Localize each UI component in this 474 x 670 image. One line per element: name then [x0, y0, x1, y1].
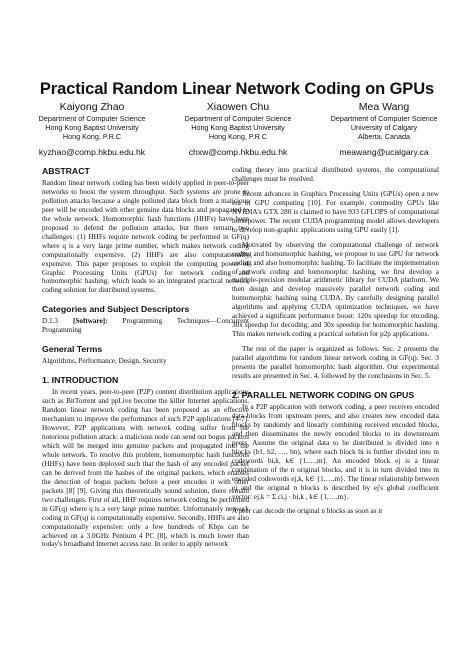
abstract-text: Random linear network coding has been widely applied in peer-to-peer networks to boost the system throughput. Such systems are prone to pollution attacks because a single polluted data block from a malicious peer will be encoded with other genuine data blocks and propagated to the whole network. Homomorphic hash functions (HHFs) have been proposed to defend the pollution attacks, but there remain two challenges: (1) HHFs require network coding be performed in GF(q) where q is a very large prime number, which makes network coding computationally expensive. (2) HHFs are also computationally expensive. This paper proposes to exploit the computing power of Graphic Processing Units (GPUs) for network coding and homomorphic hashing, which leads to an integrated practical network coding solution for distributed systems. [42, 179, 249, 295]
abstract-heading: ABSTRACT [42, 166, 90, 176]
categories-label: [Software]: [72, 317, 108, 326]
author-1 [22, 101, 162, 157]
categories-heading: Categories and Subject Descriptors [42, 304, 190, 315]
author-email: meawang@ucalgary.ca [339, 147, 429, 157]
author-dept: Department of Computer Science [38, 114, 146, 123]
author-location: Hong Kong, P.R.C [208, 132, 268, 141]
left-column [42, 166, 249, 549]
author-institution: Hong Kong Baptist University [191, 123, 285, 132]
author-institution: Hong Kong Baptist University [45, 123, 139, 132]
author-dept: Department of Computer Science [330, 114, 438, 123]
categories-code: D.1.3 [42, 317, 58, 326]
author-institution: University of Calgary [350, 123, 418, 132]
paragraph: A peer can decode the original n blocks as soon as it [232, 507, 383, 516]
author-name: Kaiyong Zhao [59, 101, 125, 113]
paragraph: coding theory into practical distributed systems, the computational challenges must be resolved. [232, 166, 439, 183]
author-email: chxw@comp.hkbu.edu.hk [188, 147, 288, 157]
author-location: Alberta, Canada [358, 132, 410, 141]
paragraph: The rest of the paper is organized as follows. Sec. 2 presents the parallel algorithms for random linear network coding in GF(q). Sec. 3 presents the parallel homomorphic hash algorithm. Our experimental results are presented in Sec. 4, followed by the conclusions in Sec. 5. [232, 345, 439, 381]
paragraph: Recent advances in Graphics Processing Units (GPUs) open a new era of GPU computing [10]. For example, commodity GPUs like NVIDIA's GTX 280 is claimed to have 933 GFLOPS of computational horsepower. The recent CUDA programming model allows developers to develop non-graphic applications using GPU easily [1]. [232, 189, 439, 234]
author-name: Xiaowen Chu [206, 101, 270, 113]
intro-text: In recent years, peer-to-peer (P2P) content distribution applications such as BitTorrent and ppLive become the killer Internet applications. Random linear network coding has been proposed as an effective mechanism to improve the performance of such P2P applications [4-7]. However, P2P applications with network coding suffer from the notorious pollution attack: a malicious node can send out bogus packets which will be merged into genuine packets and propagated into the whole network. To resolve this problem, homomorphic hash functions (HHFs) have been deployed such that the hash of any encoded packet can be derived from the hashes of the original packets, which enables the detection of bogus packets before a peer encodes it with other packets [8] [9]. Giving this theoretically sound solution, there remain two challenges. First of all, HHF requires network coding be performed in GF(q) where q is a very large prime number. Unfortunately network coding in GF(q) is computationally expensive. Secondly, HHFs are also computationally expensive: only a few hundreds of Kbps can be achieved on a 3.0GHz Pentium 4 PC [8], which is much lower than today's broadband Internet access rate. In order to apply network [42, 388, 249, 549]
right-column [232, 166, 439, 516]
author-email: kyzhao@comp.hkbu.edu.hk [38, 147, 146, 157]
author-dept: Department of Computer Science [184, 114, 292, 123]
author-3 [314, 101, 454, 157]
intro-heading: 1. INTRODUCTION [42, 375, 119, 386]
terms-text: Algorithms, Performance, Design, Security [42, 357, 167, 366]
author-block [22, 101, 454, 157]
terms-heading: General Terms [42, 344, 103, 355]
paragraph: In a P2P application with network coding, a peer receives encoded data blocks from upstream peers, and also creates new encoded data blocks by randomly and linearly combining received encoded blocks, and then disseminates the newly encoded blocks to its downstream peers. Assume the original data to be distributed is divided into n blocks (b1, b2, …, bn), where each block bi is further divided into m codewords bi,k, k∈ {1,…,m}. An encoded block ej is a linear combination of the n original blocks, and it is in turn divided into m encoded codewords ej,k, k∈ {1,…,m}. The linear relationship between ej and the original n blocks is described by ej's global coefficient vector: ej,k = Σ ci,j · bi,k , k∈ {1,…,m}. [232, 402, 439, 501]
author-name: Mea Wang [358, 101, 410, 113]
categories-desc: Programming Techniques—Concurrent Programming [42, 317, 250, 335]
author-2 [168, 101, 308, 157]
categories-text [42, 317, 249, 335]
paragraph: Motivated by observing the computational challenge of network coding and homomorphic hashing, we propose to use GPU for network coding and also homomorphic hashing. To facilitate the implementation of network coding and homomorphic hashing, we first develop a multiple-precision modular arithmetic library for CUDA platform. We then design and develop massively parallel network coding and homomorphic hashing using CUDA. By carefully designing parallel algorithms and applying CUDA optimization techniques, we have achieved a significant performance boost: 120x speedup for encoding, 30x speedup for decoding, and 30x speedup for homomorphic hashing. This makes network coding a practical solution for p2p applications. [232, 240, 439, 339]
author-location: Hong Kong, P.R.C [62, 132, 122, 141]
paper-title: Practical Random Linear Network Coding on GPUs [39, 80, 435, 98]
section2-heading: 2. PARALLEL NETWORK CODING ON GPUS [232, 389, 415, 400]
